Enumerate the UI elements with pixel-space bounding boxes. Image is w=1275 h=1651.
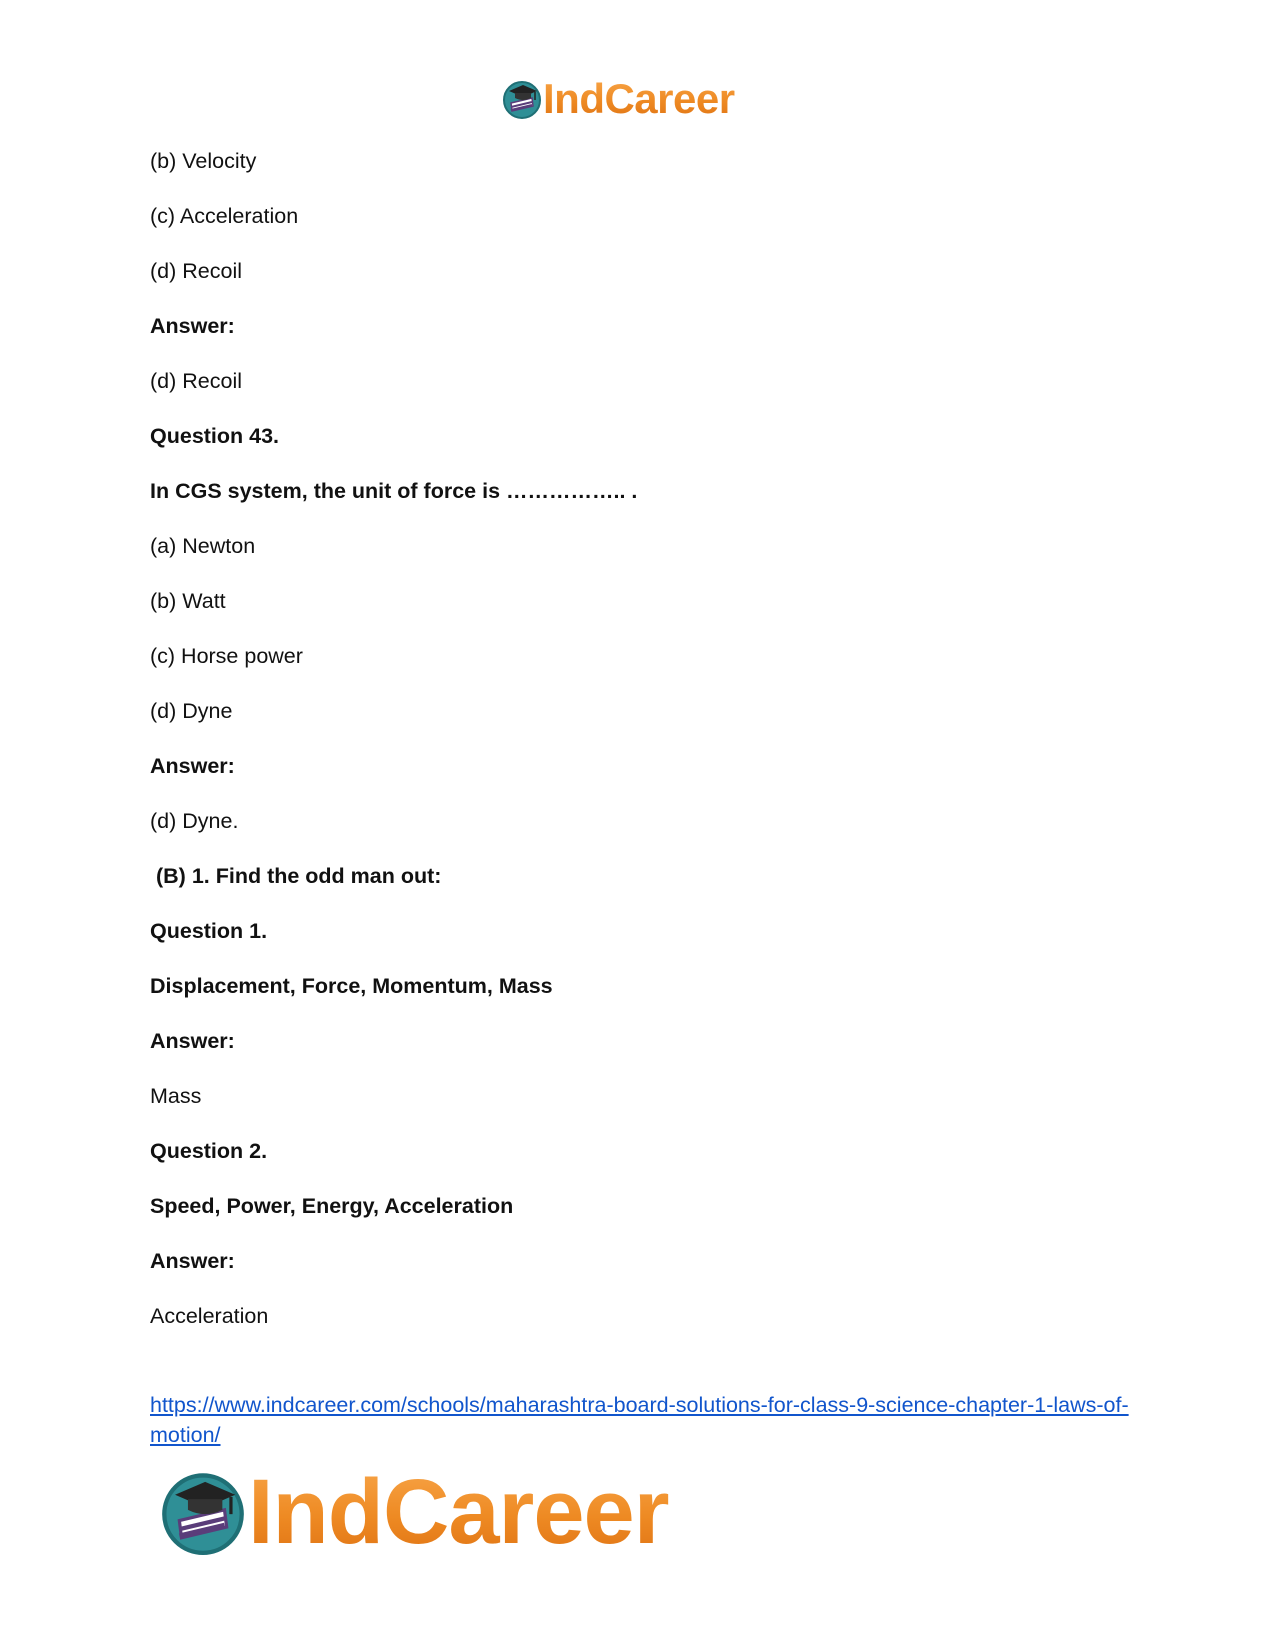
text-line: Acceleration: [150, 1304, 269, 1328]
graduation-book-icon: [502, 79, 542, 119]
text-line: (c) Horse power: [150, 644, 303, 668]
document-body: [150, 146, 1130, 1356]
bold-text-line: (B) 1. Find the odd man out:: [156, 864, 442, 888]
bold-text-line: Answer:: [150, 1029, 235, 1053]
bold-text-line: Displacement, Force, Momentum, Mass: [150, 974, 553, 998]
bold-text-line: Answer:: [150, 314, 235, 338]
text-line: (d) Dyne.: [150, 809, 239, 833]
text-line: (b) Velocity: [150, 149, 257, 173]
text-line: (c) Acceleration: [150, 204, 299, 228]
bold-text-line: In CGS system, the unit of force is …………….. .: [150, 479, 638, 503]
bold-text-line: Question 1.: [150, 919, 268, 943]
bold-text-line: Answer:: [150, 1249, 235, 1273]
bold-text-line: Speed, Power, Energy, Acceleration: [150, 1194, 514, 1218]
text-line: (d) Recoil: [150, 259, 242, 283]
text-line: (d) Dyne: [150, 699, 233, 723]
logo-wordmark: IndCareer: [248, 1461, 669, 1563]
footer-logo: [160, 1461, 669, 1563]
graduation-book-icon: [160, 1469, 246, 1555]
logo-wordmark: IndCareer: [543, 75, 735, 122]
text-line: Mass: [150, 1084, 202, 1108]
text-line: (a) Newton: [150, 534, 256, 558]
text-line: (d) Recoil: [150, 369, 242, 393]
bold-text-line: Answer:: [150, 754, 235, 778]
text-line: (b) Watt: [150, 589, 226, 613]
bold-text-line: Question 2.: [150, 1139, 268, 1163]
bold-text-line: Question 43.: [150, 424, 280, 448]
header-logo: [502, 75, 735, 122]
source-url-link[interactable]: https://www.indcareer.com/schools/maharashtra-board-solutions-for-class-9-science-chapter-1-laws-of-motion/: [150, 1393, 1129, 1447]
